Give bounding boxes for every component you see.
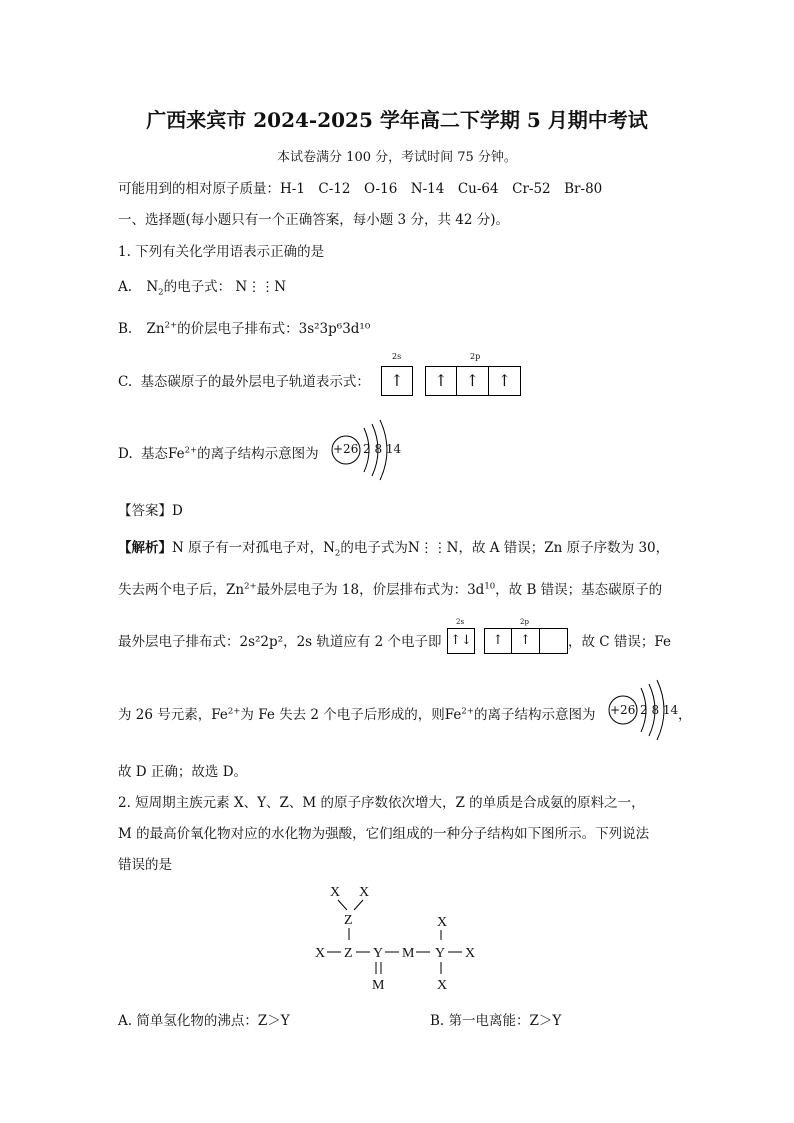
explanation-line-4: 为 26 号元素，$Fe^{2+}$为 Fe 失去 2 个电子后形成的，则$Fe^{2+}$的离子结构示意图为 [118, 706, 596, 723]
answer-line: 【答案】D [118, 503, 183, 519]
option-label: C. [118, 374, 133, 390]
atomic-masses: 可能用到的相对原子质量：H-1 C-12 O-16 N-14 Cu-64 Cr-52 Br-80 [118, 181, 603, 197]
page-title: 广西来宾市 2024-2025 学年高二下学期 5 月期中考试 [146, 108, 648, 132]
explanation-line-1: 【解析】N 原子有一对孤电子对，$N_2$的电子式为N⋮⋮N，故 A 错误；Zn 原子序数为 30， [118, 540, 670, 559]
svg-text:X: X [437, 915, 448, 930]
svg-text:Z: Z [344, 946, 353, 961]
orbital-box-2p: ↑ ↑ ↑ [425, 366, 521, 396]
nucleus-charge: +26 [333, 442, 359, 456]
electron-shells: 2 8 14 [363, 442, 402, 456]
svg-text:M: M [402, 946, 415, 961]
svg-text:X: X [315, 946, 326, 961]
option-2b: B. 第一电离能：Z＞Y [430, 1013, 562, 1029]
option-label: D. [118, 446, 133, 462]
ion-formula: $Zn^{2+}$ [146, 320, 178, 337]
ion-formula: $Fe^{2+}$ [167, 445, 198, 462]
option-2a: A. 简单氢化物的沸点：Z＞Y [118, 1013, 290, 1029]
question-2-stem-line-3: 错误的是 [118, 857, 172, 873]
question-1-stem: 1. 下列有关化学用语表示正确的是 [118, 244, 325, 260]
option-1c: C. 基态碳原子的最外层电子轨道表示式： [118, 374, 370, 390]
orbital-2p-label: 2p [520, 618, 529, 626]
option-1d: D. 基态$Fe^{2+}$的离子结构示意图为 [118, 445, 319, 462]
electron-config: 3s²3p⁶3d¹⁰ [298, 321, 371, 337]
question-2-stem-line-1: 2. 短周期主族元素 X、Y、Z、M 的原子序数依次增大，Z 的单质是合成氨的原料之一， [118, 795, 645, 811]
molecule-structure-diagram [305, 880, 495, 995]
exam-page: 广西来宾市 2024-2025 学年高二下学期 5 月期中考试 本试卷满分 100 分，考试时间 75 分钟。 可能用到的相对原子质量：H-1 C-12 O-16 N-14 Cu-64 Cr-52 Br-80 一、选择题(每小题只有一个正确答案，每小题 3 分，共 42 分)。 1. 下列有关化学用语表示正确的是 A. $N_2$的电子式： N⋮⋮N B. $Zn^{2+}$的价层电子排布式：3s²3p⁶3d¹⁰ C. 基态碳原子的最外层电子轨道表示式： 2s 2p ↑ ↑ ↑ ↑ D. 基态$Fe^{2+}$的离子结构示意图为 +26 2 8 14 【答案】D 【解析】N 原子有一对孤电子对，$N_2$的电子式为N⋮⋮N，故 A 错误；Zn 原子序数为 30， 失去两个电子后，$Zn^{2+}$最外层电子为 18，价层排布式为：$3d^{10}$，故 B 错误；基态碳原子的 最外层电子排布式：2s²2p²，2s 轨道应有 2 个电子即 2s 2p ↑↓ ↑ ↑ ，故 C 错误；Fe 为 26 号元素，$Fe^{2+}$为 Fe 失去 2 个电子后形成的，则$Fe^{2+}$的离子结构示意图为 +26 2 8 14 ， 故 D 正确；故选 D。 2. 短周期主族元素 X、Y、Z、M 的原子序数依次增大，Z 的单质是合成氨的原料之一， M 的最高价氧化物对应的水化物为强酸，它们组成的一种分子结构如下图所示。下列说法 错误的是 X X Z X Z Y M Y X X X M A. 简单氢化物的沸点：Z＞Y B. 第一电离能：Z＞Y [0, 0, 794, 1123]
orbital-box-2p-explanation: ↑ ↑ [484, 628, 568, 654]
question-2-stem-line-2: M 的最高价氧化物对应的水化物为强酸，它们组成的一种分子结构如下图所示。下列说法 [118, 826, 650, 842]
svg-text:M: M [372, 978, 385, 993]
orbital-box-2s-explanation: ↑↓ [447, 628, 475, 654]
svg-text:Y: Y [435, 946, 446, 961]
option-label: B. [118, 321, 133, 337]
svg-text:Z: Z [344, 913, 353, 928]
option-1a: A. $N_2$的电子式： N⋮⋮N [118, 279, 286, 298]
svg-text:X: X [465, 946, 476, 961]
option-label: A. [118, 279, 133, 295]
species: $N_2$ [146, 279, 164, 298]
svg-text:X: X [359, 885, 370, 900]
electron-formula: N⋮⋮N [235, 279, 286, 295]
nucleus-charge: +26 [610, 703, 636, 717]
explanation-line-3a: 最外层电子排布式：2s²2p²，2s 轨道应有 2 个电子即 [118, 634, 442, 650]
explanation-line-5: 故 D 正确；故选 D。 [118, 764, 248, 780]
option-1b: B. $Zn^{2+}$的价层电子排布式：3s²3p⁶3d¹⁰ [118, 320, 371, 337]
svg-text:X: X [330, 885, 341, 900]
exam-info: 本试卷满分 100 分，考试时间 75 分钟。 [277, 150, 517, 165]
svg-text:X: X [437, 978, 448, 993]
section-heading: 一、选择题(每小题只有一个正确答案，每小题 3 分，共 42 分)。 [118, 212, 509, 228]
explanation-line-2: 失去两个电子后，$Zn^{2+}$最外层电子为 18，价层排布式为：$3d^{10}$，故 B 错误；基态碳原子的 [118, 581, 663, 598]
svg-text:Y: Y [373, 946, 384, 961]
electron-shells: 2 8 14 [640, 703, 679, 717]
orbital-2s-label: 2s [456, 618, 465, 626]
orbital-2s-label: 2s [392, 352, 402, 361]
orbital-box-2s: ↑ [381, 366, 413, 396]
explanation-line-3b: ，故 C 错误；Fe [568, 634, 672, 650]
orbital-2p-label: 2p [470, 352, 481, 361]
